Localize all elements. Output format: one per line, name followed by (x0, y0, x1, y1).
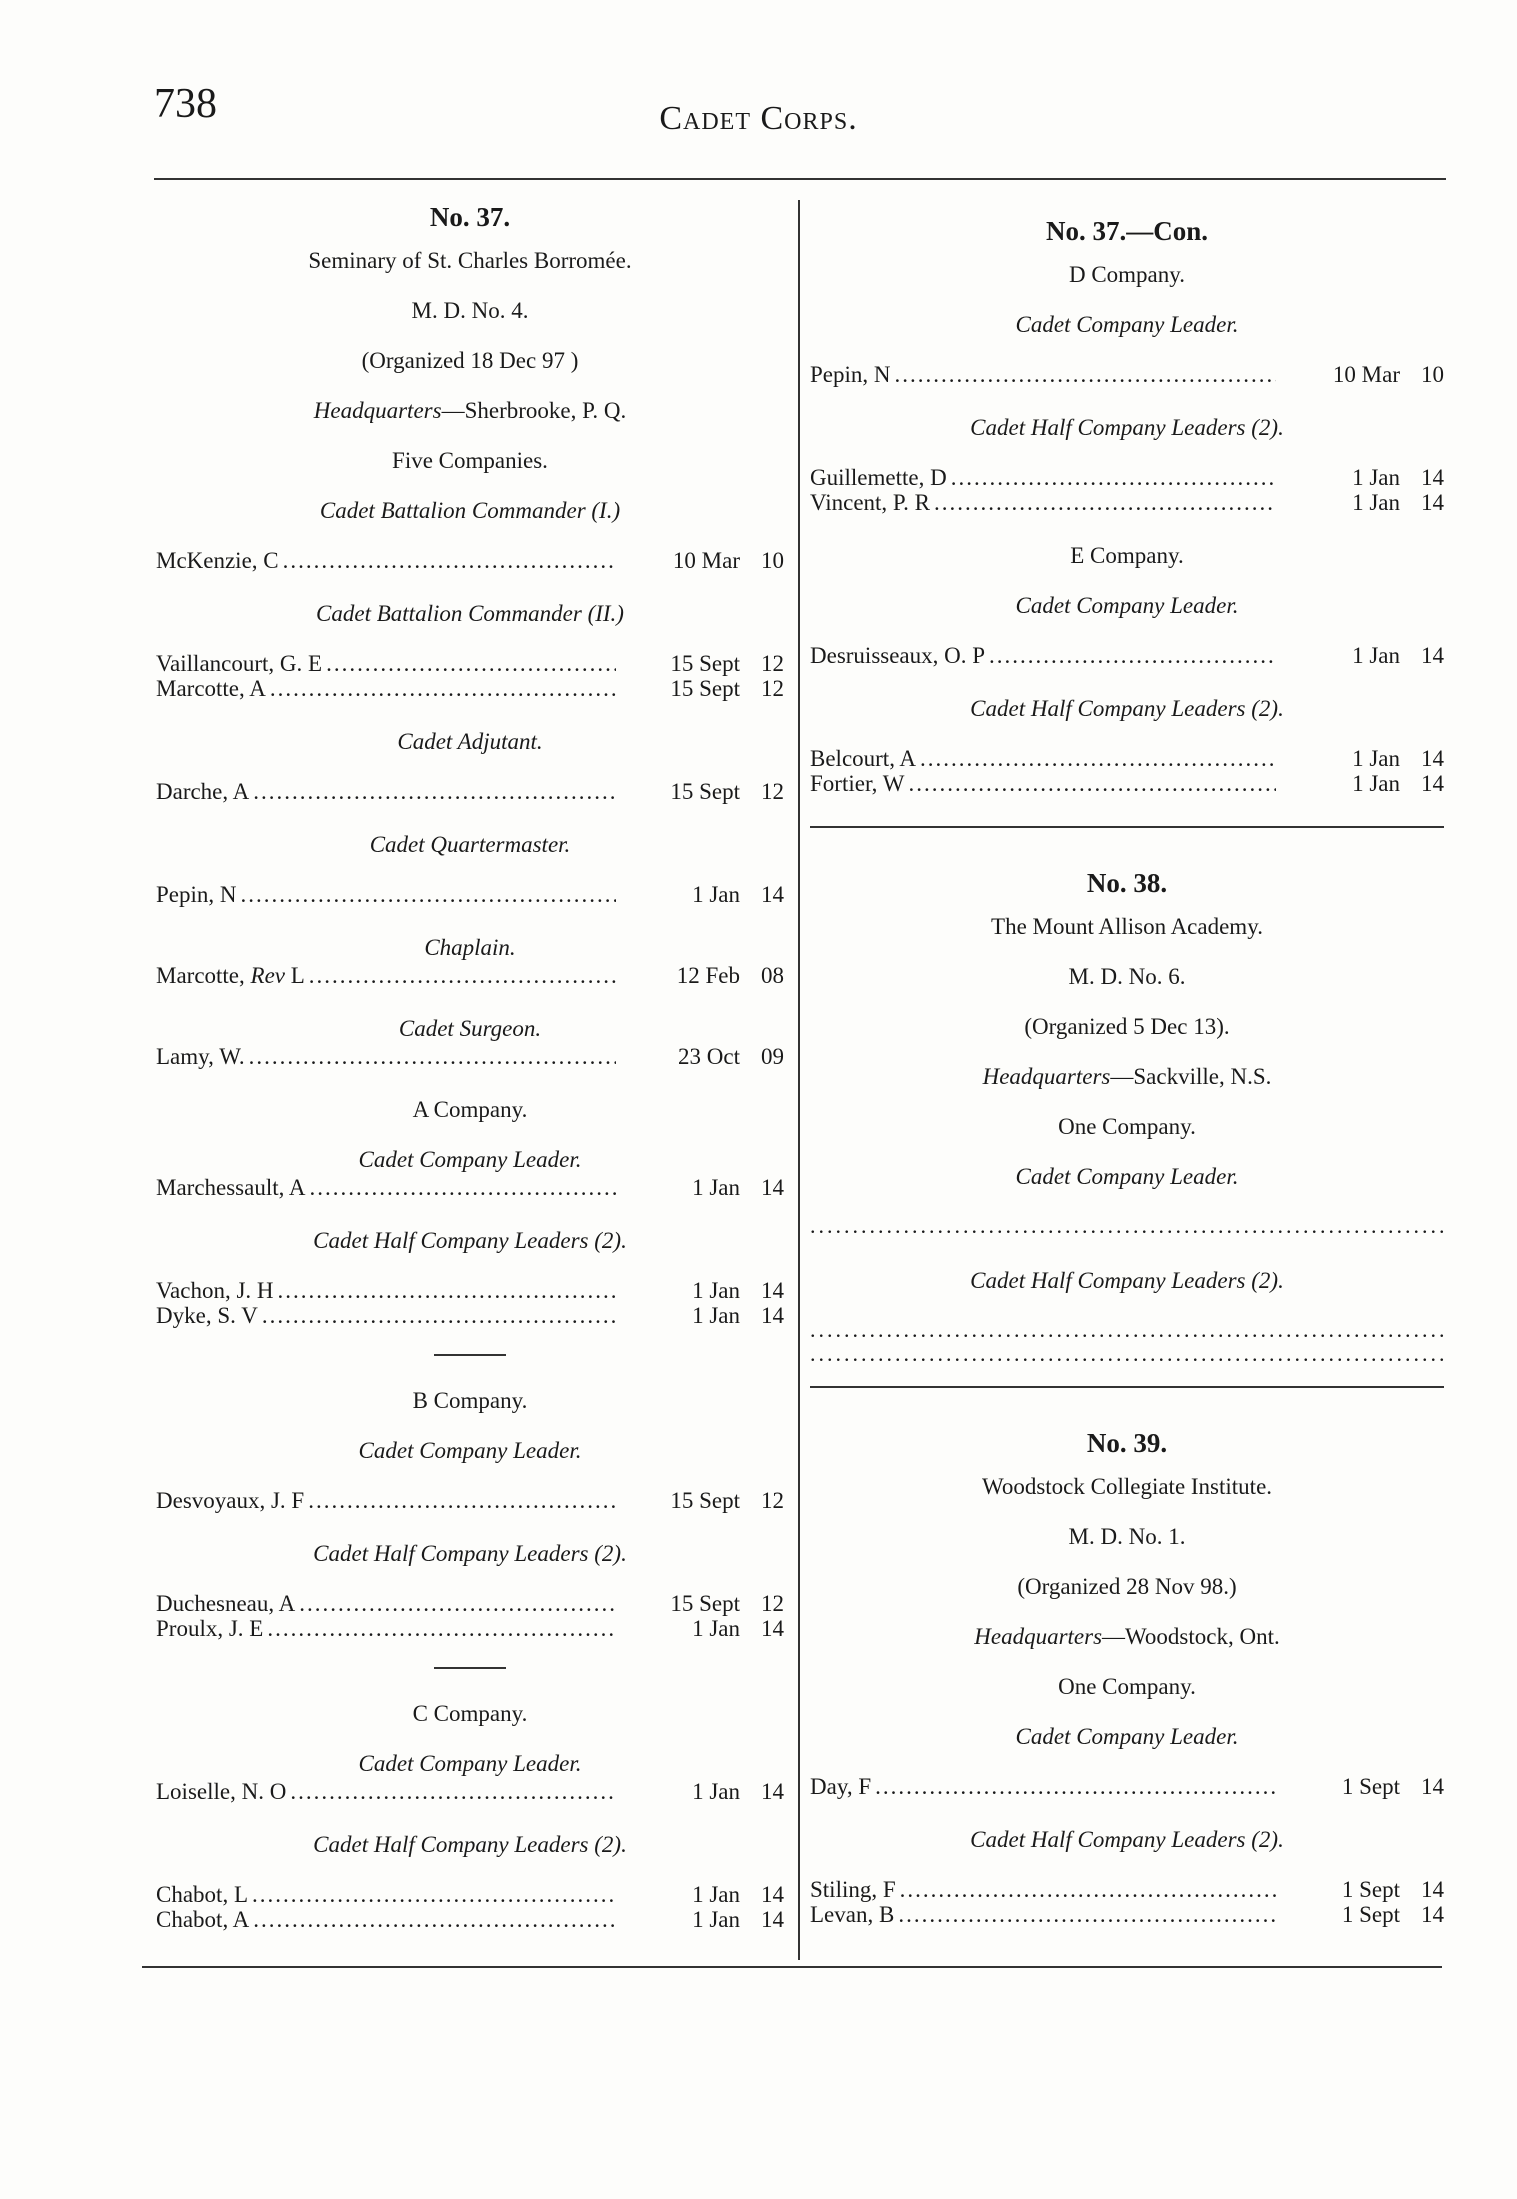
headquarters-label: Headquarters (982, 1064, 1111, 1089)
entry-year: 14 (761, 1175, 784, 1200)
roster-entry (810, 362, 1444, 387)
entry-name: Loiselle, N. O (156, 1779, 287, 1804)
entry-year: 14 (761, 882, 784, 907)
entry-group (156, 1488, 784, 1513)
entry-date: 12 Feb (676, 963, 740, 988)
entry-group (810, 1774, 1444, 1799)
top-rule (154, 178, 1446, 180)
entry-date: 1 Jan (1352, 643, 1400, 668)
rank-heading: Cadet Company Leader. (358, 1751, 582, 1776)
entry-group (810, 1877, 1444, 1927)
entry-name: Levan, B (810, 1902, 895, 1927)
entry-group (156, 1044, 784, 1069)
roster-entry (156, 882, 784, 907)
entry-year: 12 (761, 779, 784, 804)
roster-entry (156, 1175, 784, 1200)
rank-heading: Cadet Company Leader. (358, 1438, 582, 1463)
roster-entry (156, 1303, 784, 1328)
entry-name: Darche, A (156, 779, 250, 804)
entry-name-title: Rev (250, 963, 285, 988)
entry-name: Vachon, J. H (156, 1278, 274, 1303)
entry-name: Guillemette, D (810, 465, 947, 490)
entry-name: Belcourt, A (810, 746, 917, 771)
entry-date: 1 Jan (1352, 465, 1400, 490)
company-count: One Company. (1058, 1114, 1196, 1139)
dot-leader (249, 1044, 616, 1069)
rank-heading: Cadet Company Leader. (1015, 1164, 1239, 1189)
entry-name: Marcotte, A (156, 676, 266, 701)
entry-name: Vincent, P. R (810, 490, 931, 515)
entry-year: 12 (761, 651, 784, 676)
school-number: No. 38. (1086, 868, 1168, 898)
entry-group (156, 963, 784, 988)
school-name: The Mount Allison Academy. (991, 914, 1263, 939)
headquarters (810, 1622, 1444, 1652)
entry-date: 15 Sept (670, 1591, 740, 1616)
rank-heading: Cadet Adjutant. (397, 729, 543, 754)
dot-leader (920, 746, 1276, 771)
section-divider (434, 1667, 506, 1669)
roster-entry (156, 651, 784, 676)
entry-name (156, 963, 305, 988)
dot-leader (875, 1774, 1276, 1799)
headquarters-label: Headquarters (974, 1624, 1103, 1649)
entry-year: 14 (761, 1278, 784, 1303)
rank-heading: Cadet Half Company Leaders (2). (313, 1228, 627, 1253)
company-heading: A Company. (412, 1097, 528, 1122)
military-district: M. D. No. 4. (411, 298, 529, 323)
school-number: No. 37.—Con. (1045, 216, 1208, 246)
roster-entry (810, 1902, 1444, 1927)
section-divider (434, 1354, 506, 1356)
roster-entry (156, 1779, 784, 1804)
bottom-rule (142, 1966, 1442, 1968)
organized-date: (Organized 5 Dec 13). (1024, 1014, 1230, 1039)
left-column (156, 202, 784, 1958)
rank-heading: Cadet Company Leader. (358, 1147, 582, 1172)
dot-leader (252, 1882, 616, 1907)
roster-entry (156, 1907, 784, 1932)
dot-leader (262, 1303, 616, 1328)
dot-leader (278, 1278, 616, 1303)
roster-entry (810, 1774, 1444, 1799)
blank-entry-line (810, 1214, 1444, 1238)
entry-date: 1 Sept (1341, 1902, 1400, 1927)
page-number: 738 (154, 81, 217, 127)
headquarters (810, 1062, 1444, 1092)
entry-group (156, 1882, 784, 1932)
military-district: M. D. No. 6. (1068, 964, 1186, 989)
entry-name: Desruisseaux, O. P (810, 643, 986, 668)
company-count: Five Companies. (392, 448, 548, 473)
rank-heading: Cadet Half Company Leaders (2). (970, 1827, 1284, 1852)
rank-heading: Cadet Half Company Leaders (2). (313, 1832, 627, 1857)
entry-year: 14 (1421, 746, 1444, 771)
rank-heading: Cadet Company Leader. (1015, 1724, 1239, 1749)
entry-date: 10 Mar (1332, 362, 1400, 387)
rank-heading: Cadet Half Company Leaders (2). (313, 1541, 627, 1566)
entry-year: 14 (1421, 643, 1444, 668)
entry-name: Dyke, S. V (156, 1303, 258, 1328)
dot-leader (253, 779, 616, 804)
entry-group (156, 1591, 784, 1641)
entry-group (156, 779, 784, 804)
entry-date: 10 Mar (672, 548, 740, 573)
entry-date: 1 Jan (1352, 771, 1400, 796)
military-district: M. D. No. 1. (1068, 1524, 1186, 1549)
entry-date: 15 Sept (670, 676, 740, 701)
headquarters-label: Headquarters (313, 398, 442, 423)
school-name: Woodstock Collegiate Institute. (981, 1474, 1273, 1499)
entry-name: Pepin, N (810, 362, 891, 387)
rank-heading: Cadet Company Leader. (1015, 593, 1239, 618)
entry-date: 1 Jan (692, 1175, 740, 1200)
entry-year: 14 (1421, 1774, 1444, 1799)
entry-group (810, 362, 1444, 387)
rank-heading: Chaplain. (424, 935, 516, 960)
right-column (810, 216, 1444, 1953)
entry-date: 1 Jan (692, 882, 740, 907)
entry-date: 1 Jan (692, 1882, 740, 1907)
entry-group (810, 643, 1444, 668)
dot-leader (309, 963, 616, 988)
rank-heading: Cadet Company Leader. (1015, 312, 1239, 337)
rank-heading: Cadet Quartermaster. (369, 832, 571, 857)
dot-leader (951, 465, 1276, 490)
entry-date: 15 Sept (670, 651, 740, 676)
entry-date: 1 Jan (692, 1278, 740, 1303)
entry-name: Desvoyaux, J. F (156, 1488, 305, 1513)
entry-year: 14 (761, 1907, 784, 1932)
running-title: Cadet Corps. (659, 100, 858, 137)
entry-year: 09 (761, 1044, 784, 1069)
rank-heading: Cadet Battalion Commander (I.) (319, 498, 621, 523)
entry-date: 1 Jan (692, 1303, 740, 1328)
company-heading: C Company. (412, 1701, 528, 1726)
dot-leader (989, 643, 1276, 668)
roster-entry (156, 1616, 784, 1641)
roster-entry (156, 676, 784, 701)
rank-heading: Cadet Half Company Leaders (2). (970, 696, 1284, 721)
column-divider (798, 200, 800, 1960)
entry-name: Pepin, N (156, 882, 237, 907)
entry-date: 15 Sept (670, 1488, 740, 1513)
dot-leader (283, 548, 616, 573)
entry-group (156, 1175, 784, 1200)
rank-heading: Cadet Half Company Leaders (2). (970, 415, 1284, 440)
dot-leader (267, 1616, 616, 1641)
entry-date: 1 Jan (692, 1907, 740, 1932)
headquarters-place: —Sackville, N.S. (1110, 1064, 1272, 1089)
entry-year: 12 (761, 676, 784, 701)
roster-entry (156, 1278, 784, 1303)
company-heading: B Company. (412, 1388, 528, 1413)
entry-date: 23 Oct (678, 1044, 740, 1069)
dot-leader (299, 1591, 616, 1616)
entry-year: 10 (1421, 362, 1444, 387)
dot-leader (895, 362, 1277, 387)
roster-entry (156, 963, 784, 988)
school-number: No. 37. (429, 202, 511, 232)
blank-entry-line (810, 1342, 1444, 1366)
entry-name: Stiling, F (810, 1877, 896, 1902)
entry-year: 12 (761, 1488, 784, 1513)
school-name: Seminary of St. Charles Borromée. (308, 248, 632, 273)
entry-year: 10 (761, 548, 784, 573)
dot-leader (900, 1877, 1276, 1902)
entry-date: 1 Jan (692, 1616, 740, 1641)
company-heading: D Company. (1068, 262, 1186, 287)
entry-date: 1 Jan (1352, 746, 1400, 771)
entry-date: 15 Sept (670, 779, 740, 804)
entry-group (156, 651, 784, 701)
rank-heading: Cadet Surgeon. (398, 1016, 542, 1041)
dot-leader (934, 490, 1276, 515)
entry-year: 14 (1421, 490, 1444, 515)
entry-year: 08 (761, 963, 784, 988)
roster-entry (810, 643, 1444, 668)
dot-leader (898, 1902, 1276, 1927)
roster-entry (156, 1044, 784, 1069)
dot-leader (326, 651, 616, 676)
rank-heading: Cadet Half Company Leaders (2). (970, 1268, 1284, 1293)
entry-year: 12 (761, 1591, 784, 1616)
roster-entry (156, 1591, 784, 1616)
entry-name: Chabot, A (156, 1907, 250, 1932)
headquarters-place: —Woodstock, Ont. (1102, 1624, 1280, 1649)
section-separator (810, 1386, 1444, 1388)
organized-date: (Organized 18 Dec 97 ) (361, 348, 579, 373)
dot-leader (308, 1488, 616, 1513)
entry-name: McKenzie, C (156, 548, 279, 573)
roster-entry (156, 1488, 784, 1513)
entry-year: 14 (1421, 771, 1444, 796)
entry-name: Vaillancourt, G. E (156, 651, 323, 676)
entry-name: Lamy, W. (156, 1044, 245, 1069)
rank-heading: Cadet Battalion Commander (II.) (316, 601, 624, 626)
entry-date: 1 Jan (692, 1779, 740, 1804)
entry-year: 14 (1421, 465, 1444, 490)
dot-leader (253, 1907, 616, 1932)
entry-group (156, 1779, 784, 1804)
roster-entry (156, 779, 784, 804)
company-count: One Company. (1058, 1674, 1196, 1699)
organized-date: (Organized 28 Nov 98.) (1017, 1574, 1237, 1599)
roster-entry (156, 1882, 784, 1907)
roster-entry (810, 490, 1444, 515)
entry-name: Fortier, W (810, 771, 905, 796)
entry-name-part: Marcotte, (156, 963, 251, 988)
roster-entry (810, 771, 1444, 796)
entry-name-part: L (284, 963, 305, 988)
entry-name: Duchesneau, A (156, 1591, 296, 1616)
dot-leader (270, 676, 616, 701)
roster-entry (810, 746, 1444, 771)
entry-year: 14 (761, 1616, 784, 1641)
entry-group (810, 746, 1444, 796)
roster-entry (810, 465, 1444, 490)
entry-group (156, 882, 784, 907)
entry-date: 1 Sept (1341, 1877, 1400, 1902)
roster-entry (810, 1877, 1444, 1902)
entry-group (810, 465, 1444, 515)
entry-date: 1 Jan (1352, 490, 1400, 515)
entry-year: 14 (761, 1303, 784, 1328)
entry-name: Chabot, L (156, 1882, 248, 1907)
entry-year: 14 (761, 1779, 784, 1804)
dot-leader (908, 771, 1276, 796)
entry-group (156, 548, 784, 573)
blank-entry-line (810, 1318, 1444, 1342)
entry-year: 14 (1421, 1902, 1444, 1927)
entry-group (156, 1278, 784, 1328)
dot-leader (290, 1779, 616, 1804)
entry-year: 14 (761, 1882, 784, 1907)
school-number: No. 39. (1086, 1428, 1168, 1458)
roster-entry (156, 548, 784, 573)
entry-name: Proulx, J. E (156, 1616, 264, 1641)
company-heading: E Company. (1070, 543, 1184, 568)
headquarters-place: —Sherbrooke, P. Q. (441, 398, 627, 423)
section-separator (810, 826, 1444, 828)
entry-name: Marchessault, A (156, 1175, 306, 1200)
headquarters (156, 396, 784, 426)
entry-date: 1 Sept (1341, 1774, 1400, 1799)
dot-leader (309, 1175, 616, 1200)
entry-year: 14 (1421, 1877, 1444, 1902)
dot-leader (241, 882, 617, 907)
entry-name: Day, F (810, 1774, 872, 1799)
